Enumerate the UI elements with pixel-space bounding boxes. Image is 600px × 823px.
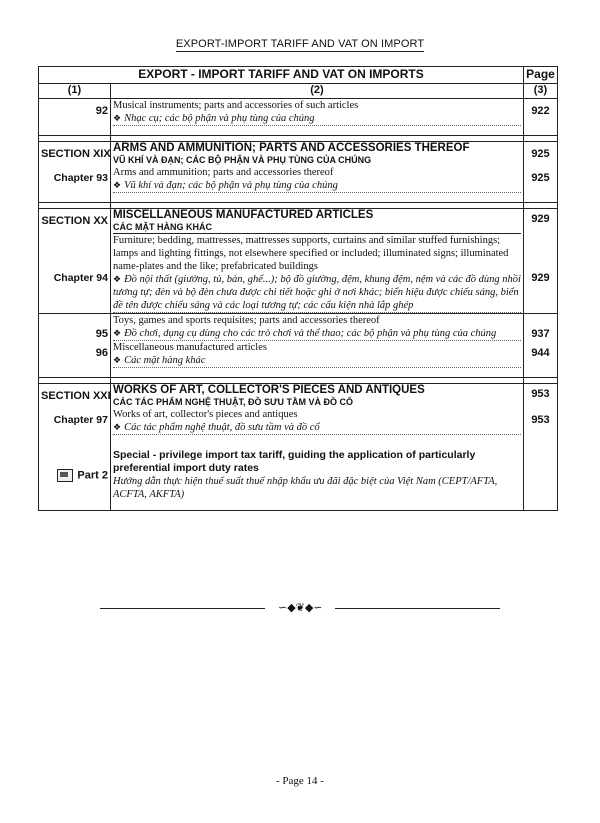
section-title xyxy=(111,384,524,409)
section-code: SECTION XX xyxy=(39,209,111,235)
col-3-label: (3) xyxy=(524,84,558,99)
row-page: 929 xyxy=(524,234,558,314)
part-row xyxy=(39,449,558,501)
section-en: MISCELLANEOUS MANUFACTURED ARTICLES xyxy=(113,209,374,221)
row-code: Chapter 93 xyxy=(39,166,111,193)
row-page: 925 xyxy=(524,166,558,193)
part-code: Part 2 xyxy=(39,449,111,501)
table-title-row xyxy=(39,67,558,84)
row-description xyxy=(111,234,524,314)
bullet-diamond-icon: ❖ xyxy=(113,274,122,284)
col-1-label: (1) xyxy=(39,84,111,99)
col-2-label: (2) xyxy=(111,84,524,99)
section-vi: CÁC TÁC PHẨM NGHỆ THUẬT, ĐỒ SƯU TẦM VÀ ĐỒ CỔ xyxy=(113,397,353,407)
bullet-diamond-icon: ❖ xyxy=(113,422,122,432)
table-title: EXPORT - IMPORT TARIFF AND VAT ON IMPORTS xyxy=(39,67,524,84)
row-vi: ❖ Các mặt hàng khác xyxy=(113,354,521,368)
section-title xyxy=(111,209,524,235)
row-vi: ❖ Vũ khí và đạn; các bộ phận và phụ tùng của chúng xyxy=(113,179,521,193)
column-number-row xyxy=(39,84,558,99)
table-row xyxy=(39,99,558,127)
row-code: 95 xyxy=(39,314,111,342)
row-en: Miscellaneous manufactured articles xyxy=(113,342,267,353)
ornament-divider xyxy=(100,603,500,613)
ornament-line-right xyxy=(335,608,500,609)
section-page: 929 xyxy=(524,209,558,235)
row-page: 922 xyxy=(524,99,558,127)
part-description xyxy=(111,449,524,501)
bullet-diamond-icon: ❖ xyxy=(113,180,122,190)
section-code: SECTION XIX xyxy=(39,142,111,167)
table-row xyxy=(39,341,558,368)
row-code: 96 xyxy=(39,341,111,368)
row-en: Toys, games and sports requisites; parts and accessories thereof xyxy=(113,315,380,326)
part-page xyxy=(524,449,558,501)
row-description xyxy=(111,166,524,193)
section-row xyxy=(39,142,558,167)
bullet-diamond-icon: ❖ xyxy=(113,113,122,123)
section-row xyxy=(39,384,558,409)
row-description xyxy=(111,408,524,435)
bullet-diamond-icon: ❖ xyxy=(113,328,122,338)
row-page: 944 xyxy=(524,341,558,368)
bullet-diamond-icon: ❖ xyxy=(113,355,122,365)
row-description xyxy=(111,99,524,127)
row-vi: ❖ Đồ chơi, dụng cụ dùng cho các trò chơi và thể thao; các bộ phận và phụ tùng của chúng xyxy=(113,327,521,341)
row-vi: ❖ Các tác phẩm nghệ thuật, đồ sưu tầm và đồ cổ xyxy=(113,421,521,435)
row-vi: ❖ Nhạc cụ; các bộ phận và phụ tùng của chúng xyxy=(113,112,521,126)
table-row xyxy=(39,166,558,193)
running-head-text: EXPORT-IMPORT TARIFF AND VAT ON IMPORT xyxy=(175,38,425,50)
contents-table xyxy=(38,66,558,511)
row-code: 92 xyxy=(39,99,111,127)
section-vi: CÁC MẶT HÀNG KHÁC xyxy=(113,222,521,234)
table-row xyxy=(39,408,558,435)
section-en: ARMS AND AMMUNITION; PARTS AND ACCESSORIES THEREOF xyxy=(113,142,470,154)
section-vi: VŨ KHÍ VÀ ĐẠN; CÁC BỘ PHẬN VÀ PHỤ TÙNG CỦA CHÚNG xyxy=(113,155,372,165)
section-page: 953 xyxy=(524,384,558,409)
row-description xyxy=(111,341,524,368)
row-vi: ❖ Đồ nội thất (giường, tủ, bàn, ghế...); bộ đồ giường, đệm, khung đệm, nệm và các đồ dùng nhồi tương tự; đèn và bộ đèn chưa được chi tiết hoặc ghi ở nơi khác; biển hiệu được chiếu sáng, biển đề tên được chiếu sáng và các loại tương tự; các cấu kiện nhà lắp ghép xyxy=(113,274,521,311)
row-en: Furniture; bedding, mattresses, mattresses supports, curtains and similar stuffed furnishings; lamps and lighting fittings, not elsewhere specified or included; illuminated signs; illuminated name-plates and the like; prefabricated buildings xyxy=(113,235,509,272)
table-row xyxy=(39,314,558,342)
row-en: Works of art, collector's pieces and antiques xyxy=(113,409,298,420)
row-en: Arms and ammunition; parts and accessories thereof xyxy=(113,167,334,178)
ornament-line-left xyxy=(100,608,265,609)
section-title xyxy=(111,142,524,167)
section-row xyxy=(39,209,558,235)
part-vi: Hướng dẫn thực hiện thuế suất thuế nhập khẩu ưu đãi đặc biệt của Việt Nam (CEPT/AFTA, ACFTA, AKFTA) xyxy=(113,476,498,500)
row-en: Musical instruments; parts and accessories of such articles xyxy=(113,100,359,111)
row-code: Chapter 94 xyxy=(39,234,111,314)
running-head xyxy=(0,38,600,50)
part-en: Special - privilege import tax tariff, guiding the application of particularly preferential import duty rates xyxy=(113,449,476,474)
row-code: Chapter 97 xyxy=(39,408,111,435)
page-column-header: Page xyxy=(524,67,558,84)
page-number: - Page 14 - xyxy=(276,775,324,787)
book-icon xyxy=(57,469,73,482)
section-en: WORKS OF ART, COLLECTOR'S PIECES AND ANTIQUES xyxy=(113,384,425,396)
row-description xyxy=(111,314,524,342)
table-row xyxy=(39,234,558,314)
book-ornament-icon: ∽◆❦◆∽ xyxy=(278,602,323,614)
section-code: SECTION XXI xyxy=(39,384,111,409)
row-page: 937 xyxy=(524,314,558,342)
section-page: 925 xyxy=(524,142,558,167)
row-page: 953 xyxy=(524,408,558,435)
